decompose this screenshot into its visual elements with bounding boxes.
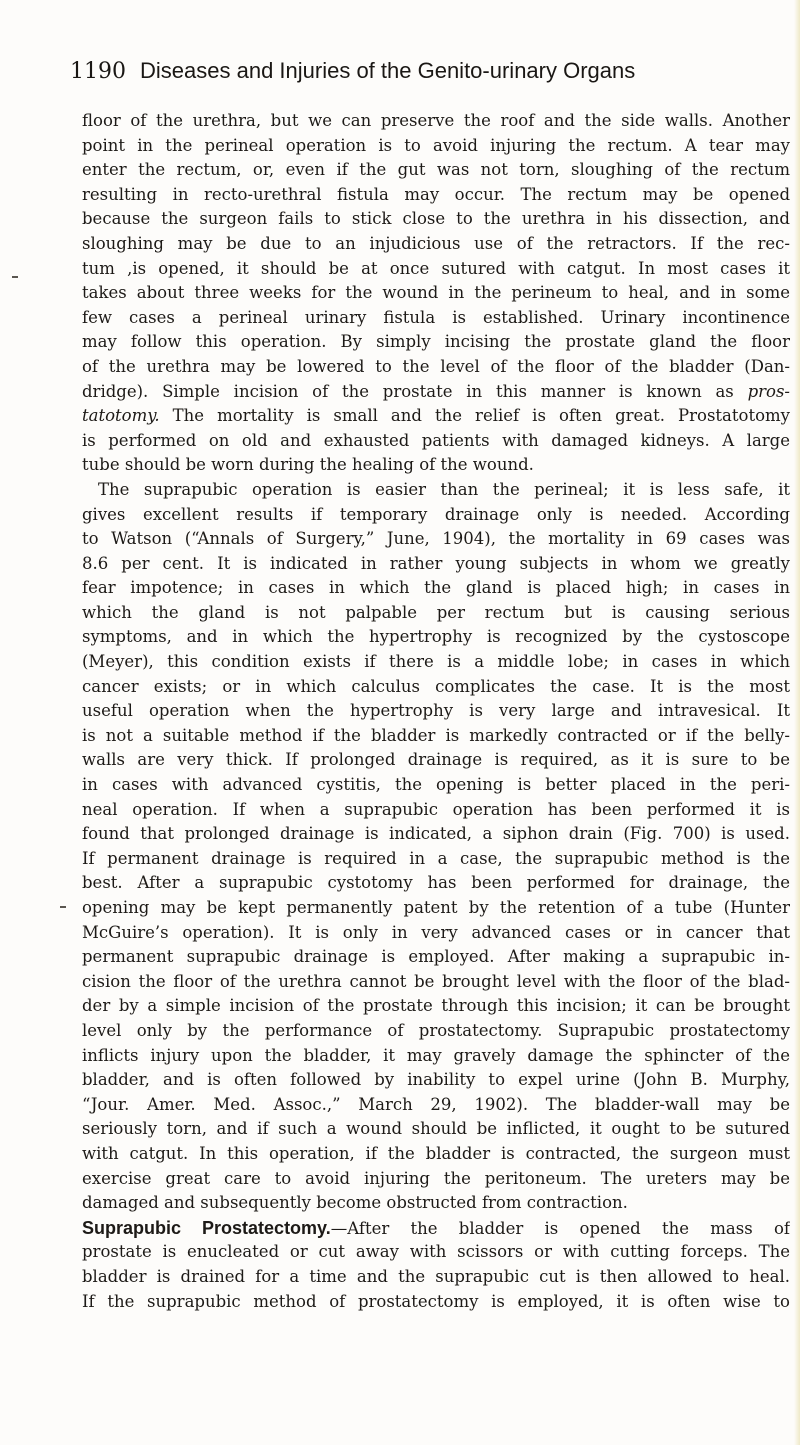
text-line: sloughing may be due to an injudicious use of the retractors. If the rec- <box>82 233 790 253</box>
text-line: few cases a perineal urinary fistula is established. Urinary incontinence <box>82 307 790 327</box>
text-line: damaged and subsequently become obstructed from contraction. <box>82 1193 628 1213</box>
text-line: useful operation when the hypertrophy is very large and intravesical. It <box>82 701 790 721</box>
text-line: exercise great care to avoid injuring the peritoneum. The ureters may be <box>82 1168 790 1188</box>
text-line: tum ,is opened, it should be at once sutured with catgut. In most cases it <box>82 258 790 278</box>
margin-mark <box>12 276 18 278</box>
text-line: inflicts injury upon the bladder, it may gravely damage the sphincter of the <box>82 1045 790 1065</box>
text-line: resulting in recto-urethral fistula may occur. The rectum may be opened <box>82 184 790 204</box>
text-line: “Jour. Amer. Med. Assoc.,” March 29, 1902). The bladder-wall may be <box>82 1094 790 1114</box>
text-line: gives excellent results if temporary drainage only is needed. According <box>82 504 790 524</box>
text-line: bladder, and is often followed by inability to expel urine (John B. Murphy, <box>82 1070 790 1090</box>
text-line: neal operation. If when a suprapubic operation has been performed it is <box>82 799 790 819</box>
text-line: 8.6 per cent. It is indicated in rather young subjects in whom we greatly <box>82 553 790 573</box>
text-line: dridge). Simple incision of the prostate in this manner is known as pros- <box>82 381 790 401</box>
page-number: 1190 <box>70 59 126 84</box>
text-line: walls are very thick. If prolonged drainage is required, as it is sure to be <box>82 750 790 770</box>
text-line: takes about three weeks for the wound in the perineum to heal, and in some <box>82 283 790 303</box>
margin-mark <box>60 906 66 908</box>
text-line: tatotomy. The mortality is small and the relief is often great. Prostatotomy <box>82 406 790 426</box>
text-line: to Watson (“Annals of Surgery,” June, 1904), the mortality in 69 cases was <box>82 529 790 549</box>
text-line: of the urethra may be lowered to the level of the floor of the bladder (Dan- <box>82 356 790 376</box>
section-heading: Suprapubic Prostatectomy. <box>82 1217 331 1238</box>
text-line: enter the rectum, or, even if the gut was not torn, sloughing of the rectum <box>82 160 790 180</box>
text-line: in cases with advanced cystitis, the opening is better placed in the peri- <box>82 775 790 795</box>
text-line: may follow this operation. By simply incising the prostate gland the floor <box>82 332 790 352</box>
running-title: Diseases and Injuries of the Genito-urinary Organs <box>140 58 636 83</box>
text-line: fear impotence; in cases in which the gland is placed high; in cases in <box>82 578 790 598</box>
text-line: opening may be kept permanently patent by the retention of a tube (Hunter <box>82 898 790 917</box>
page-edge-shadow <box>794 0 800 1445</box>
text-line: which the gland is not palpable per rectum but is causing serious <box>82 602 790 622</box>
text-line: found that prolonged drainage is indicated, a siphon drain (Fig. 700) is used. <box>82 824 790 844</box>
text-line: symptoms, and in which the hypertrophy is recognized by the cystoscope <box>82 627 790 647</box>
text-line: der by a simple incision of the prostate through this incision; it can be brought <box>82 996 790 1016</box>
text-line <box>82 1216 790 1241</box>
text-line: McGuire’s operation). It is only in very advanced cases or in cancer that <box>82 922 790 942</box>
text-line: cision the floor of the urethra cannot be brought level with the floor of the blad- <box>82 971 790 991</box>
section-text: —After the bladder is opened the mass of <box>330 1218 790 1238</box>
text-line: bladder is drained for a time and the suprapubic cut is then allowed to heal. <box>82 1266 790 1286</box>
text-line: tube should be worn during the healing of the wound. <box>82 455 534 475</box>
text-line: with catgut. In this operation, if the bladder is contracted, the surgeon must <box>82 1143 790 1163</box>
text-line: If permanent drainage is required in a case, the suprapubic method is the <box>82 848 790 868</box>
text-line: cancer exists; or in which calculus complicates the case. It is the most <box>82 676 790 696</box>
text-line: level only by the performance of prostatectomy. Suprapubic prostatectomy <box>82 1020 790 1040</box>
text-line: The suprapubic operation is easier than the perineal; it is less safe, it <box>98 479 790 499</box>
text-line: If the suprapubic method of prostatectomy is employed, it is often wise to <box>82 1291 790 1311</box>
text-line: floor of the urethra, but we can preserve the roof and the side walls. Another <box>82 111 790 130</box>
body-text <box>82 109 790 1314</box>
text-line: (Meyer), this condition exists if there is a middle lobe; in cases in which <box>82 652 790 672</box>
text-line: is not a suitable method if the bladder is markedly contracted or if the belly- <box>82 725 790 745</box>
text-line: prostate is enucleated or cut away with scissors or with cutting forceps. The <box>82 1242 790 1262</box>
text-line: because the surgeon fails to stick close to the urethra in his dissection, and <box>82 209 790 229</box>
text-line: permanent suprapubic drainage is employed. After making a suprapubic in- <box>82 947 790 967</box>
text-line: point in the perineal operation is to avoid injuring the rectum. A tear may <box>82 135 790 155</box>
text-line: seriously torn, and if such a wound should be inflicted, it ought to be sutured <box>82 1119 790 1139</box>
running-header <box>70 58 750 90</box>
text-line: best. After a suprapubic cystotomy has been performed for drainage, the <box>82 873 790 893</box>
text-line: is performed on old and exhausted patients with damaged kidneys. A large <box>82 430 790 450</box>
